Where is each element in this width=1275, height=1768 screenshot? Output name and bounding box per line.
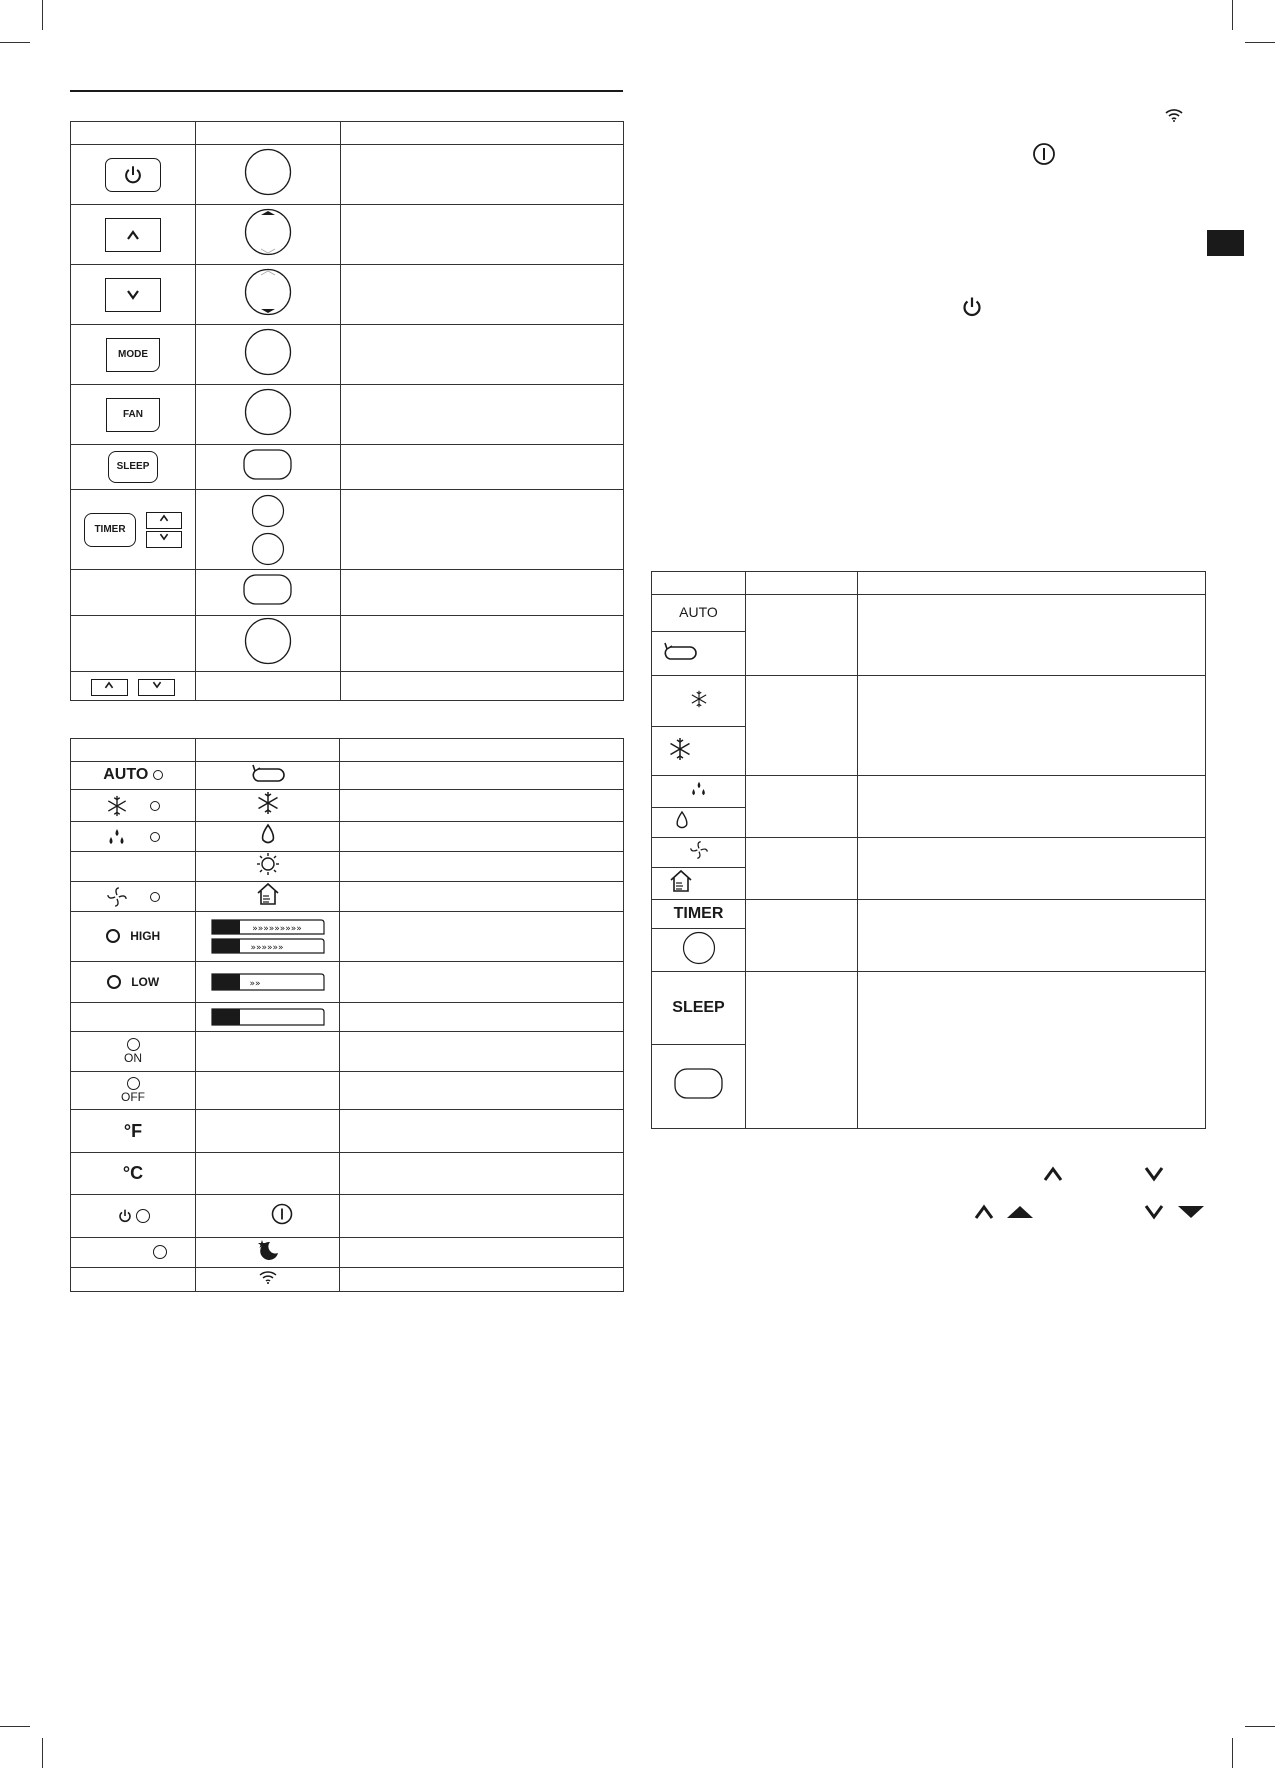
- fan-speed-bar-medium: [211, 938, 325, 954]
- house-fan-icon: [668, 869, 694, 893]
- table-row: [71, 822, 624, 852]
- table-row: [71, 385, 624, 445]
- fan-key: FAN: [106, 398, 160, 432]
- small-up-key: [91, 679, 128, 696]
- fahrenheit-indicator: °F: [123, 1120, 143, 1141]
- indicator-light: [127, 1038, 140, 1051]
- table-header-row: [652, 572, 1206, 595]
- low-indicator-label: LOW: [131, 974, 160, 989]
- indicator-light: [153, 770, 163, 780]
- table-row: [71, 265, 624, 325]
- down-key: [105, 278, 161, 312]
- table-row: [652, 595, 1206, 632]
- table-row: [71, 852, 624, 882]
- power-icon: [122, 164, 144, 186]
- table-row: [71, 1110, 624, 1153]
- table-row: [71, 962, 624, 1003]
- auto-mode-label: AUTO: [679, 604, 718, 620]
- fan-speed-bar-low: [211, 973, 325, 991]
- water-drop-icon: [259, 823, 277, 845]
- table-row: [71, 1032, 624, 1072]
- control-keys-table: [70, 121, 624, 701]
- up-arrow-icon: [159, 514, 169, 522]
- up-arrow-icon: [126, 230, 140, 240]
- remote-timer-button: [682, 931, 716, 965]
- indicator-light: [153, 1245, 167, 1259]
- up-key: [105, 218, 161, 252]
- remote-round-button: [244, 617, 292, 665]
- dehumidify-icon: [689, 780, 709, 798]
- sun-icon: [256, 852, 280, 876]
- power-button-icon: [271, 1203, 293, 1225]
- celsius-indicator: °C: [122, 1163, 144, 1183]
- crop-mark: [42, 0, 43, 30]
- up-arrow-icon: [974, 1204, 994, 1220]
- table-row: [71, 1003, 624, 1032]
- indicator-table: [70, 738, 624, 1292]
- table-row: [71, 762, 624, 790]
- crop-mark: [42, 1738, 43, 1768]
- remote-power-button: [244, 148, 292, 196]
- table-row: [71, 912, 624, 962]
- table-row: [71, 445, 624, 490]
- up-triangle-icon: [1006, 1205, 1034, 1219]
- timer-on-indicator-label: ON: [124, 1051, 142, 1065]
- table-row: [652, 900, 1206, 929]
- table-row: [652, 776, 1206, 808]
- indicator-light: [150, 801, 160, 811]
- crop-mark: [1232, 1738, 1233, 1768]
- table-header-row: [71, 122, 624, 145]
- sleep-key: SLEEP: [108, 451, 158, 483]
- table-row: [71, 882, 624, 912]
- remote-timer-on-button: [251, 494, 285, 528]
- dehumidify-icon: [106, 827, 128, 847]
- remote-fan-button: [244, 388, 292, 436]
- table-row: [71, 790, 624, 822]
- table-row: [71, 1195, 624, 1238]
- auto-cycle-icon: [250, 763, 286, 783]
- down-arrow-icon: [152, 681, 162, 689]
- table-row: [71, 145, 624, 205]
- mode-reference-table: [651, 571, 1206, 1129]
- indicator-light: [150, 892, 160, 902]
- power-button-icon: [1032, 142, 1056, 166]
- down-arrow-icon: [126, 290, 140, 300]
- table-row: [71, 672, 624, 701]
- table-row: [71, 1153, 624, 1195]
- svg-text:»»»»»»: »»»»»»: [249, 943, 284, 953]
- remote-up-button: [244, 208, 292, 256]
- header-rule: [70, 90, 623, 92]
- auto-cycle-icon: [662, 641, 698, 661]
- remote-pill-button: [243, 574, 293, 606]
- crop-mark: [1232, 0, 1233, 30]
- auto-indicator-label: AUTO: [103, 766, 149, 784]
- indicator-light: [136, 1209, 150, 1223]
- table-row: [652, 972, 1206, 1045]
- power-key: [105, 158, 161, 192]
- up-arrow-icon: [1043, 1166, 1063, 1182]
- fan-icon: [689, 840, 709, 860]
- down-arrow-icon: [159, 533, 169, 541]
- wifi-icon: [258, 1270, 278, 1284]
- table-row: [71, 205, 624, 265]
- remote-timer-off-button: [251, 532, 285, 566]
- remote-down-button: [244, 268, 292, 316]
- high-indicator-label: HIGH: [130, 929, 161, 944]
- down-triangle-icon: [1177, 1205, 1205, 1219]
- sleep-mode-label: SLEEP: [672, 999, 725, 1016]
- table-row: [71, 1238, 624, 1268]
- language-tab: [1207, 230, 1244, 256]
- indicator-light: [150, 832, 160, 842]
- table-row: [652, 838, 1206, 868]
- indicator-light: [106, 929, 120, 943]
- power-icon: [960, 295, 984, 319]
- table-row: [71, 1072, 624, 1110]
- house-fan-icon: [255, 882, 281, 906]
- remote-sleep-button: [674, 1068, 724, 1100]
- crop-mark: [1245, 42, 1275, 43]
- snowflake-icon: [690, 690, 708, 708]
- snowflake-icon: [256, 791, 280, 815]
- fan-icon: [106, 886, 128, 908]
- fan-speed-bar-min: [211, 1008, 325, 1026]
- power-icon: [117, 1208, 133, 1224]
- table-row: [71, 570, 624, 616]
- sleep-moon-icon: [256, 1239, 280, 1261]
- mode-key: MODE: [106, 338, 160, 372]
- crop-mark: [0, 1726, 30, 1727]
- remote-mode-button: [244, 328, 292, 376]
- table-row: [71, 490, 624, 570]
- down-arrow-icon: [1144, 1166, 1164, 1182]
- table-row: [71, 616, 624, 672]
- indicator-light: [127, 1077, 140, 1090]
- svg-text:»»: »»: [248, 979, 261, 989]
- timer-down-key: [146, 531, 182, 548]
- wifi-icon: [1164, 108, 1184, 122]
- table-row: [652, 676, 1206, 727]
- water-drop-icon: [674, 810, 690, 830]
- crop-mark: [1245, 1726, 1275, 1727]
- fan-speed-bar-high: [211, 919, 325, 935]
- snowflake-icon: [106, 795, 128, 817]
- svg-text:»»»»»»»»»: »»»»»»»»»: [251, 924, 302, 934]
- timer-arrows: [146, 512, 182, 548]
- indicator-light: [107, 975, 121, 989]
- timer-mode-label: TIMER: [673, 905, 724, 922]
- table-row: [71, 1268, 624, 1292]
- timer-key: TIMER: [84, 513, 136, 547]
- table-row: [71, 325, 624, 385]
- small-down-key: [138, 679, 175, 696]
- remote-sleep-button: [243, 449, 293, 481]
- up-arrow-icon: [104, 681, 114, 689]
- table-header-row: [71, 739, 624, 762]
- timer-off-indicator-label: OFF: [121, 1090, 145, 1104]
- down-arrow-icon: [1144, 1204, 1164, 1220]
- crop-mark: [0, 42, 30, 43]
- timer-up-key: [146, 512, 182, 529]
- snowflake-icon: [668, 737, 692, 761]
